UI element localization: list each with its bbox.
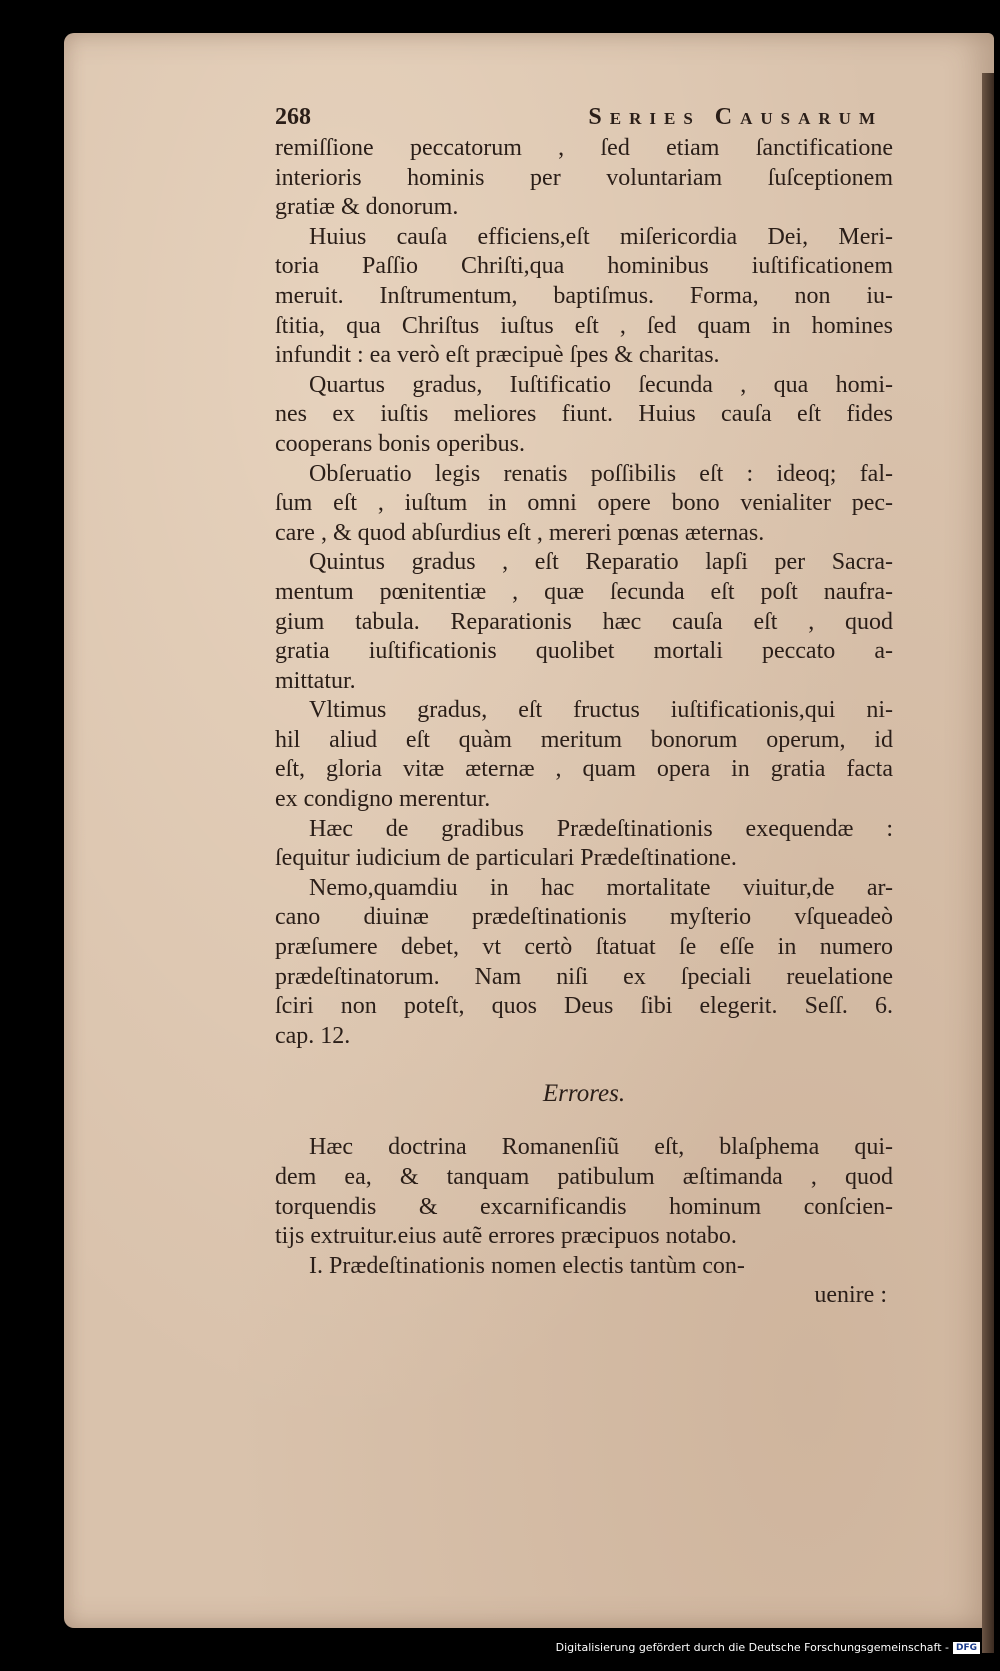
text-line: meruit. Inſtrumentum, baptiſmus. Forma, non iu- [275, 282, 893, 309]
paragraph [275, 874, 893, 1052]
text-block-bottom [275, 1133, 893, 1281]
text-line: I. Prædeſtinationis nomen electis tantùm con- [309, 1252, 745, 1279]
paragraph [275, 696, 893, 814]
text-line: Nemo,quamdiu in hac mortalitate viuitur,de ar- [309, 874, 893, 901]
text-line: gium tabula. Reparationis hæc cauſa eſt , quod [275, 608, 893, 635]
dfg-logo: DFG [953, 1642, 980, 1654]
text-line: Quintus gradus , eſt Reparatio lapſi per Sacra- [309, 549, 893, 576]
text-line: dem ea, & tanquam patibulum æſtimanda , quod [275, 1164, 893, 1190]
text-line: gratiæ & donorum. [275, 194, 459, 221]
text-line: hil aliud eſt quàm meritum bonorum operum, id [275, 726, 893, 753]
paragraph [275, 371, 893, 460]
text-line: mittatur. [275, 667, 356, 694]
text-block-top [275, 134, 893, 1051]
page-number: 268 [275, 104, 311, 130]
text-line: tijs extruitur.eius autẽ errores præcipuos notabo. [275, 1223, 737, 1250]
text-line: nes ex iuſtis meliores fiunt. Huius cauſa eſt fides [275, 401, 893, 428]
text-line: ſequitur iudicium de particulari Prædeſtinatione. [275, 845, 737, 872]
paragraph [275, 548, 893, 696]
catchword: uenire : [814, 1282, 887, 1309]
text-line: præſumere debet, vt certò ſtatuat ſe eſſe in numero [275, 934, 893, 961]
paragraph [275, 460, 893, 549]
paragraph [275, 134, 893, 223]
text-line: ſtitia, qua Chriſtus iuſtus eſt , ſed quam in homines [275, 312, 893, 339]
text-line: gratia iuſtificationis quolibet mortali peccato a- [275, 638, 893, 665]
text-line: remiſſione peccatorum , ſed etiam ſanctificatione [275, 135, 893, 161]
text-line: cap. 12. [275, 1022, 351, 1049]
text-line: ſciri non poteſt, quos Deus ſibi elegerit. Seſſ. 6. [275, 993, 893, 1020]
text-line: care , & quod abſurdius eſt , mereri pœnas æternas. [275, 519, 765, 546]
running-head [275, 100, 893, 134]
text-line: ex condigno merentur. [275, 786, 491, 813]
running-title: Series Causarum [588, 104, 883, 130]
text-line: ſum eſt , iuſtum in omni opere bono venialiter pec- [275, 490, 893, 517]
text-line: mentum pœnitentiæ , quæ ſecunda eſt poſt naufra- [275, 578, 893, 605]
text-line: Obſeruatio legis renatis poſſibilis eſt : ideoq; fal- [309, 460, 893, 487]
credit-text: Digitalisierung gefördert durch die Deutsche Forschungsgemeinschaft - [555, 1641, 949, 1654]
text-line: Huius cauſa efficiens,eſt miſericordia Dei, Meri- [309, 223, 893, 250]
text-line: Hæc de gradibus Prædeſtinationis exequendæ : [309, 815, 893, 842]
text-line: cooperans bonis operibus. [275, 430, 525, 457]
paragraph [275, 1252, 893, 1282]
paragraph [275, 223, 893, 371]
page-content [275, 100, 893, 1311]
text-line: Quartus gradus, Iuſtificatio ſecunda , qua homi- [309, 371, 893, 398]
text-line: Hæc doctrina Romanenſiũ eſt, blaſphema qui- [309, 1134, 893, 1161]
text-line: torquendis & excarnificandis hominum conſcien- [275, 1193, 893, 1220]
text-line: interioris hominis per voluntariam ſuſceptionem [275, 164, 893, 191]
text-line: toria Paſſio Chriſti,qua hominibus iuſtificationem [275, 253, 893, 280]
page-edge [982, 73, 994, 1653]
text-line: Vltimus gradus, eſt fructus iuſtificationis,qui ni- [309, 697, 893, 724]
text-line: infundit : ea verò eſt præcipuè ſpes & charitas. [275, 342, 720, 369]
digitization-credit [556, 1641, 980, 1654]
text-line: eſt, gloria vitæ æternæ , quam opera in gratia facta [275, 756, 893, 783]
text-line: cano diuinæ prædeſtinationis myſterio vſqueadeò [275, 904, 893, 931]
section-heading: Errores. [542, 1080, 626, 1108]
paragraph [275, 815, 893, 874]
paragraph [275, 1133, 893, 1251]
text-line: prædeſtinatorum. Nam niſi ex ſpeciali reuelatione [275, 963, 893, 990]
